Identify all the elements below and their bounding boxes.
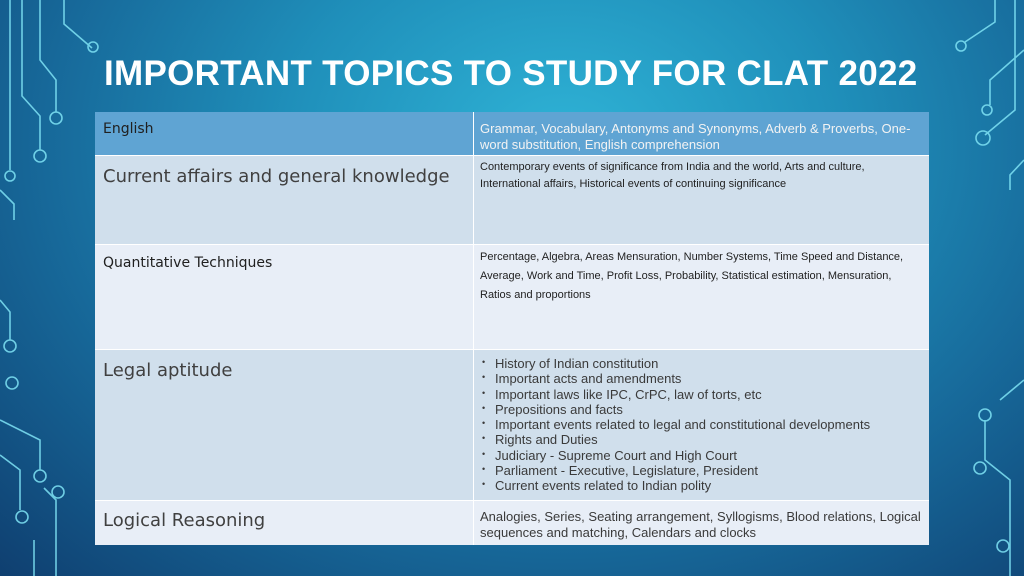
bullet-icon: • — [482, 448, 486, 459]
topic-cell — [95, 501, 474, 546]
table-row — [95, 156, 929, 245]
list-item — [482, 463, 923, 478]
topic-cell — [95, 112, 474, 156]
description-text: Grammar, Vocabulary, Antonyms and Synonyms, Adverb & Proverbs, One-word substitution, English comprehension — [480, 121, 911, 152]
list-item-text: Judiciary - Supreme Court and High Court — [495, 447, 738, 463]
table-row — [95, 350, 929, 501]
list-item-text: History of Indian constitution — [495, 356, 659, 371]
table-row — [95, 245, 929, 350]
topic-cell — [95, 350, 474, 501]
list-item-text: Important laws like IPC, CrPC, law of torts, etc — [495, 386, 762, 402]
topic-label: Legal aptitude — [103, 360, 233, 381]
list-item-text: Prepositions and facts — [495, 401, 623, 417]
legal-aptitude-list — [480, 356, 923, 494]
list-item — [482, 371, 923, 386]
list-item — [482, 448, 923, 463]
bullet-icon: • — [482, 402, 486, 413]
list-item-text: Important acts and amendments — [495, 371, 682, 387]
list-item — [482, 417, 923, 432]
bullet-icon: • — [482, 372, 486, 383]
table-row — [95, 501, 929, 546]
description-text: Analogies, Series, Seating arrangement, Syllogisms, Blood relations, Logical sequences and matching, Calendars and clocks — [480, 509, 921, 540]
topic-label: Current affairs and general knowledge — [103, 166, 450, 187]
topic-label: Logical Reasoning — [103, 510, 266, 531]
topic-label: English — [103, 121, 154, 137]
list-item-text: Current events related to Indian polity — [495, 478, 712, 494]
description-cell — [474, 245, 930, 350]
description-cell — [474, 156, 930, 245]
topic-label: Quantitative Techniques — [103, 255, 273, 271]
description-cell — [474, 501, 930, 546]
topics-table — [95, 112, 929, 545]
list-item-text: Rights and Duties — [495, 432, 598, 448]
bullet-icon: • — [482, 357, 486, 367]
description-cell — [474, 350, 930, 501]
list-item — [482, 478, 923, 493]
bullet-icon: • — [482, 479, 486, 490]
bullet-icon: • — [482, 433, 486, 444]
list-item — [482, 402, 923, 417]
topic-cell — [95, 156, 474, 245]
bullet-icon: • — [482, 418, 486, 429]
description-cell — [474, 112, 930, 156]
list-item — [482, 387, 923, 402]
bullet-icon: • — [482, 464, 486, 475]
table-row — [95, 112, 929, 156]
page-title: IMPORTANT TOPICS TO STUDY FOR CLAT 2022 — [104, 54, 918, 93]
list-item — [482, 356, 923, 371]
description-text: Percentage, Algebra, Areas Mensuration, Number Systems, Time Speed and Distance, Average, Work and Time, Profit Loss, Probability, Statistical estimation, Mensuration, Ratios and proportions — [480, 251, 904, 301]
list-item-text: Important events related to legal and constitutional developments — [495, 417, 871, 433]
list-item-text: Parliament - Executive, Legislature, President — [495, 463, 759, 479]
topic-cell — [95, 245, 474, 350]
description-text: Contemporary events of significance from India and the world, Arts and culture, International affairs, Historical events of continuing significance — [480, 161, 865, 190]
bullet-icon: • — [482, 387, 486, 398]
list-item — [482, 432, 923, 447]
